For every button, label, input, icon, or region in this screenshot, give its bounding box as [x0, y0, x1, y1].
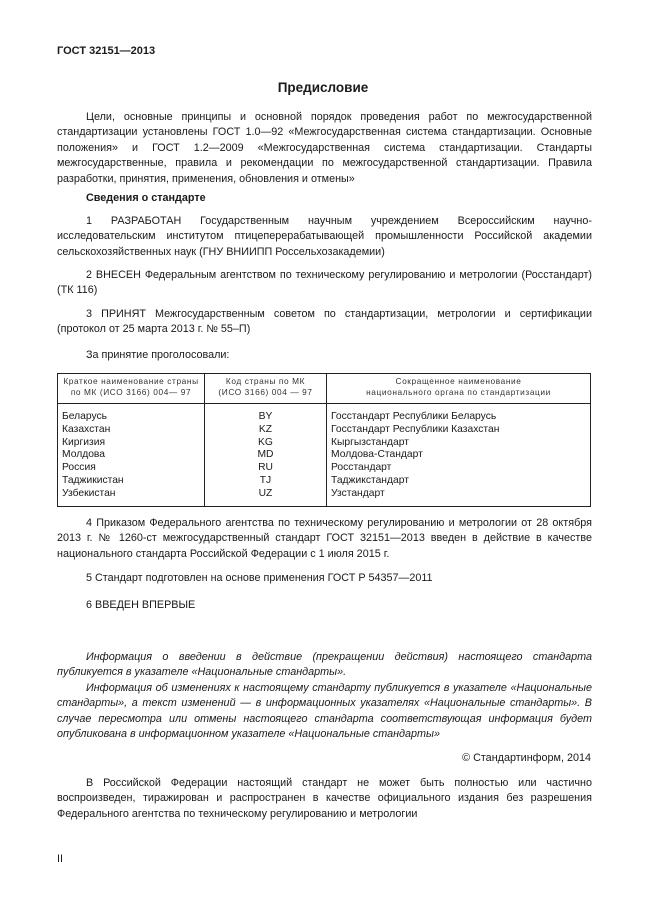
- item-3-paragraph: [57, 307, 592, 338]
- cell-org: Таджикстандарт: [327, 475, 591, 488]
- cell-org: Кыргызстандарт: [327, 437, 591, 450]
- voting-states-table: [57, 373, 591, 507]
- cell-country: Беларусь: [58, 404, 205, 424]
- page-number: II: [57, 853, 63, 865]
- item-4-text: 4 Приказом Федерального агентства по техническому регулированию и метрологии от 28 октября 2013 г. № 1260-ст межгосударственный стандарт ГОСТ 32151—2013 введен в действие в качестве национального стандарта Российской Федерации с 1 июля 2015 г.: [57, 517, 592, 560]
- voted-label: За принятие проголосовали:: [86, 349, 230, 361]
- section-subheading: Сведения о стандарте: [86, 192, 206, 204]
- item-6-paragraph: [57, 598, 592, 613]
- cell-code: BY: [205, 404, 327, 424]
- header-org: Сокращенное наименование национального органа по стандартизации: [327, 374, 591, 404]
- cell-org: Росстандарт: [327, 462, 591, 475]
- info-text-1: Информация о введении в действие (прекращении действия) настоящего стандарта публикуется в указателе «Национальные стандарты».: [57, 651, 592, 679]
- cell-org: Узстандарт: [327, 488, 591, 506]
- item-4-paragraph: [57, 516, 592, 562]
- table-row: [58, 449, 591, 462]
- item-2-paragraph: [57, 268, 592, 299]
- cell-org: Молдова-Стандарт: [327, 449, 591, 462]
- page-title: Предисловие: [277, 80, 369, 95]
- cell-code: KG: [205, 437, 327, 450]
- table-row: [58, 462, 591, 475]
- cell-org: Госстандарт Республики Беларусь: [327, 404, 591, 424]
- cell-code: RU: [205, 462, 327, 475]
- header-country: Краткое наименование страны по МК (ИСО 3166) 004— 97: [58, 374, 205, 404]
- header-code: Код страны по МК (ИСО 3166) 004 — 97: [205, 374, 327, 404]
- copyright-notice: © Стандартинформ, 2014: [462, 752, 591, 764]
- item-3-text: 3 ПРИНЯТ Межгосударственным советом по стандартизации, метрологии и сертификации (протокол от 25 марта 2013 г. № 55–П): [57, 308, 592, 336]
- info-text-2: Информация об изменениях к настоящему стандарту публикуется в указателе «Национальные стандарты», а текст изменений — в информационных указателях «Национальные стандарты». В случае пересмотра или отмены настоящего стандарта соответствующая информация будет опубликована в информационном указателе «Национальные стандарты»: [57, 682, 592, 741]
- item-1-paragraph: [57, 214, 592, 260]
- intro-paragraph: [57, 110, 592, 187]
- cell-code: TJ: [205, 475, 327, 488]
- cell-country: Казахстан: [58, 424, 205, 437]
- table-row: [58, 475, 591, 488]
- cell-country: Таджикистан: [58, 475, 205, 488]
- item-1-text: 1 РАЗРАБОТАН Государственным научным учреждением Всероссийским научно-исследовательским институтом птицеперерабатывающей промышленности Российской академии сельскохозяйственных наук (ГНУ ВНИИПП Россельхозакадемии): [57, 215, 592, 258]
- intro-text: Цели, основные принципы и основной порядок проведения работ по межгосударственной стандартизации установлены ГОСТ 1.0—92 «Межгосударственная система стандартизации. Основные положения» и ГОСТ 1.2—2009 «Межгосударственная система стандартизации. Стандарты межгосударственные, правила и рекомендации по межгосударственной стандартизации. Правила разработки, принятия, применения, обновления и отмены»: [57, 111, 592, 185]
- cell-country: Россия: [58, 462, 205, 475]
- info-paragraph-1: [57, 650, 592, 681]
- item-2-text: 2 ВНЕСЕН Федеральным агентством по техническому регулированию и метрологии (Росстандарт) (ТК 116): [57, 269, 592, 297]
- table-row: [58, 437, 591, 450]
- document-code-header: ГОСТ 32151—2013: [57, 45, 156, 57]
- cell-code: MD: [205, 449, 327, 462]
- table-row: [58, 488, 591, 506]
- cell-country: Узбекистан: [58, 488, 205, 506]
- item-6-text: 6 ВВЕДЕН ВПЕРВЫЕ: [86, 599, 196, 611]
- table-row: [58, 404, 591, 424]
- reproduction-notice-text: В Российской Федерации настоящий стандарт не может быть полностью или частично воспроизведен, тиражирован и распространен в качестве официального издания без разрешения Федерального агентства по техническому регулированию и метрологии: [57, 777, 592, 820]
- cell-country: Киргизия: [58, 437, 205, 450]
- info-paragraph-2: [57, 681, 592, 743]
- cell-country: Молдова: [58, 449, 205, 462]
- cell-code: UZ: [205, 488, 327, 506]
- reproduction-notice-paragraph: [57, 776, 592, 822]
- item-5-text: 5 Стандарт подготовлен на основе применения ГОСТ Р 54357—2011: [86, 572, 433, 584]
- table-header-row: [58, 374, 591, 404]
- cell-code: KZ: [205, 424, 327, 437]
- item-5-paragraph: [57, 571, 592, 586]
- cell-org: Госстандарт Республики Казахстан: [327, 424, 591, 437]
- table-row: [58, 424, 591, 437]
